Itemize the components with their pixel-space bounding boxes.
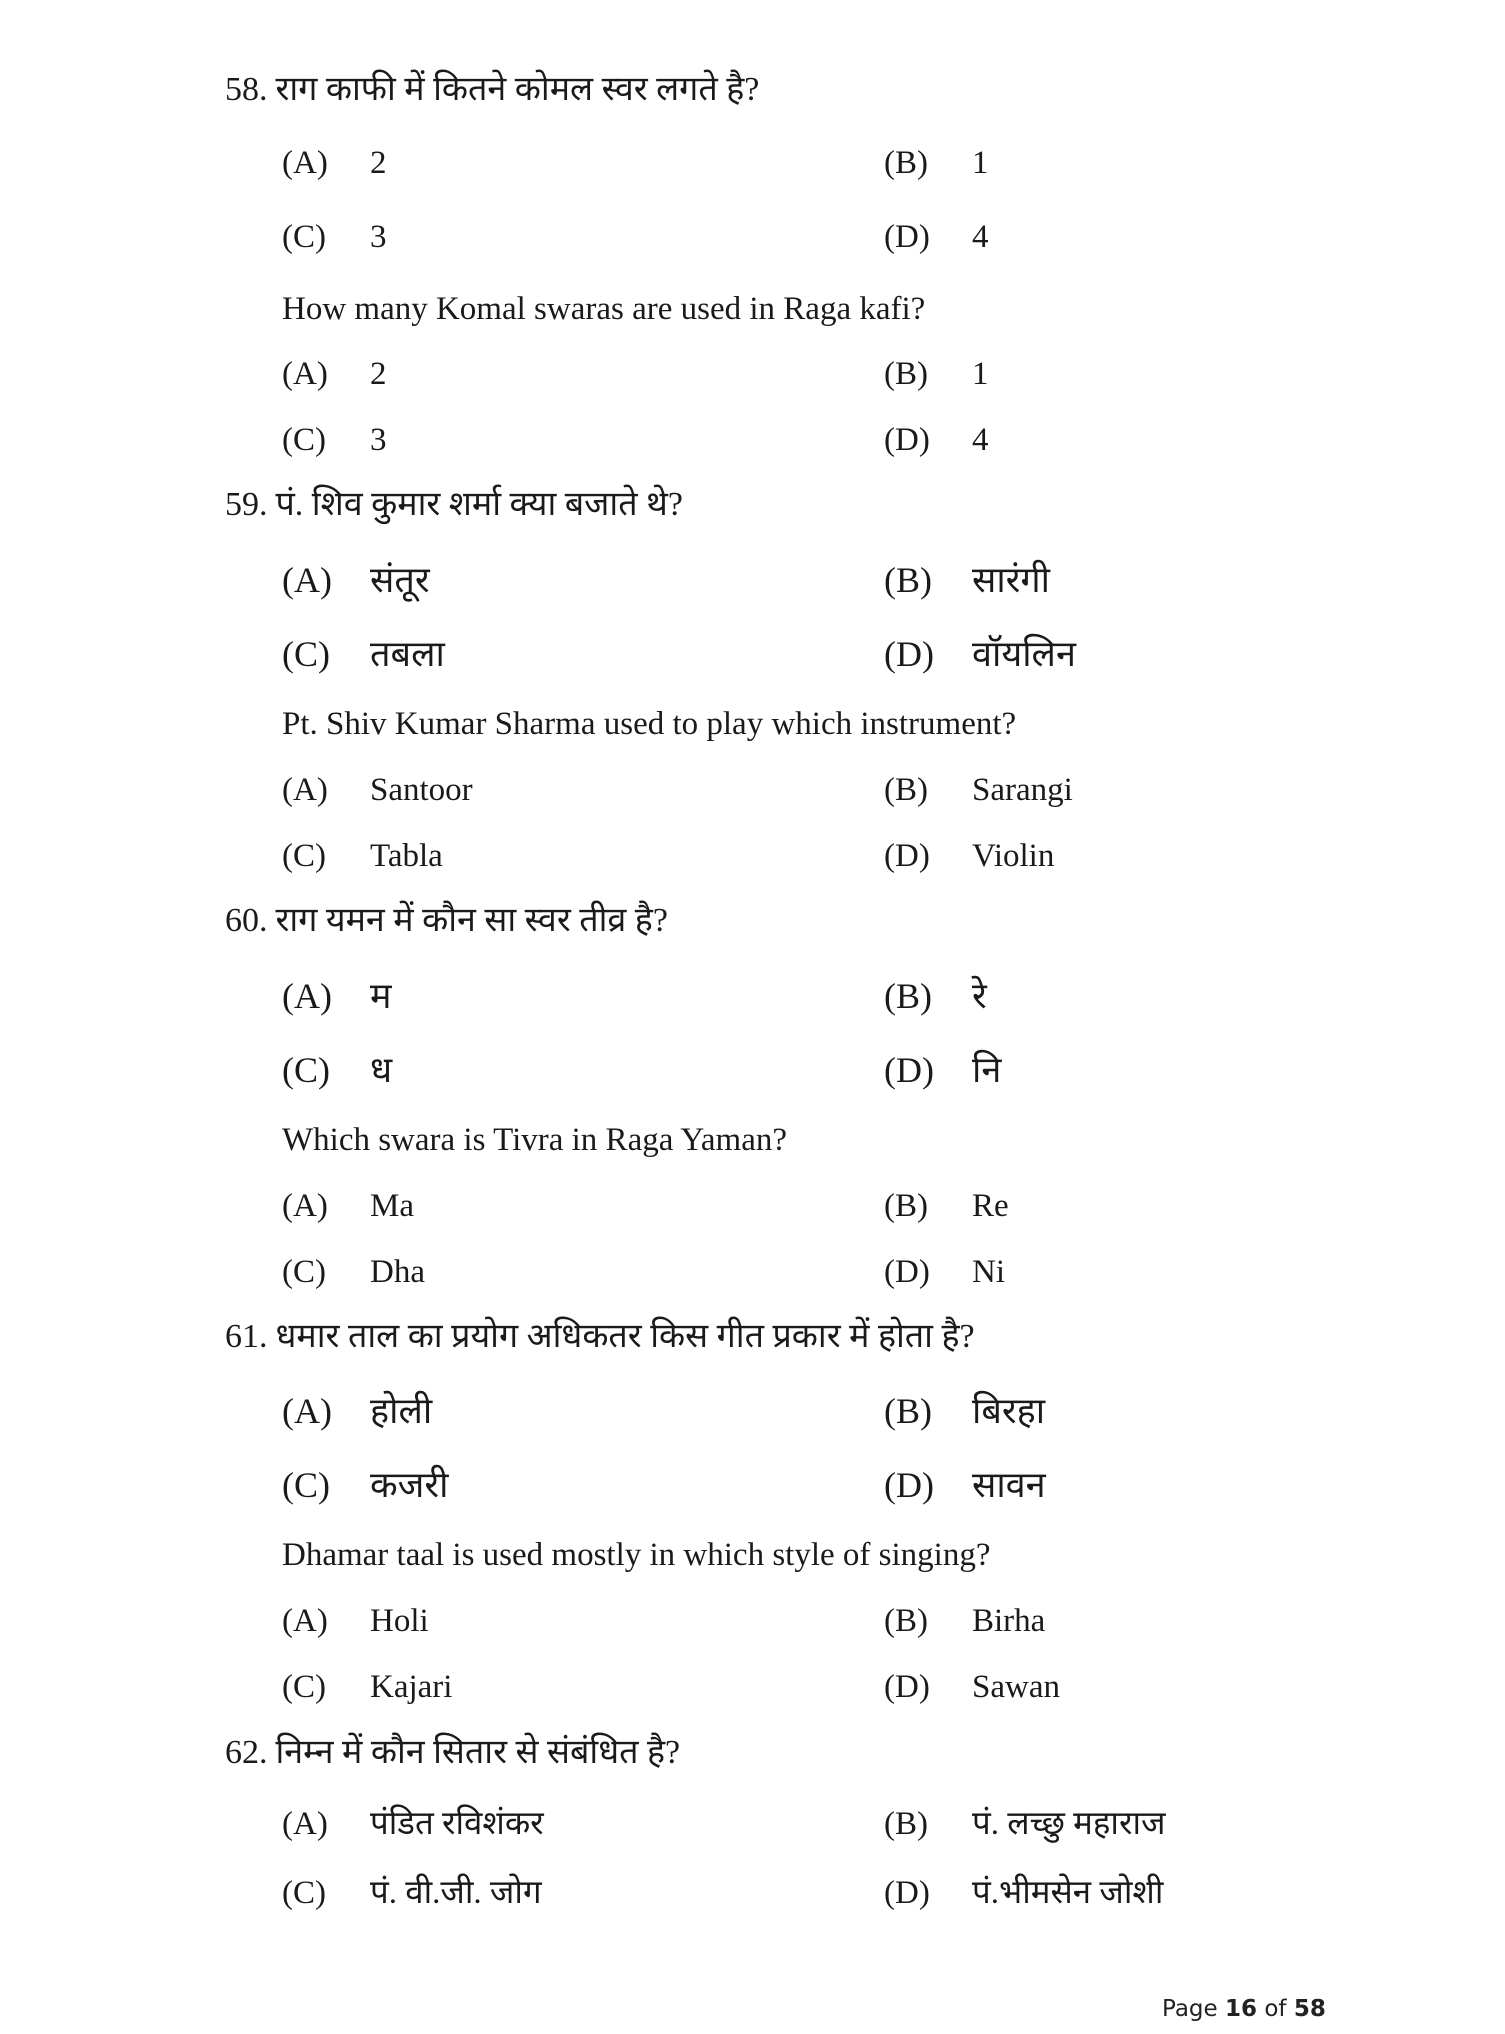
question-62-hindi [225,1733,680,1773]
question-number: 61. [225,1318,268,1355]
question-number: 58. [225,71,268,108]
current-page-number: 16 [1225,1996,1258,2022]
option-c: (C) पं. वी.जी. जोग [282,1875,542,1911]
question-text-hindi: राग काफी में कितने कोमल स्वर लगते है? [275,71,760,108]
question-58-english: How many Komal swaras are used in Raga kafi? [282,291,926,327]
option-c: (C) Dha [282,1254,425,1290]
question-60-hindi [225,901,668,941]
option-c: (C) 3 [282,219,387,255]
option-b: (B) 1 [884,356,989,392]
option-b: (B) बिरहा [884,1391,1046,1431]
option-c: (C) कजरी [282,1465,449,1505]
total-pages: 58 [1293,1996,1326,2022]
option-d: (D) Sawan [884,1669,1060,1705]
option-c: (C) 3 [282,422,387,458]
option-b: (B) 1 [884,145,989,181]
option-c: (C) ध [282,1050,393,1090]
option-b: (B) सारंगी [884,560,1050,600]
option-c: (C) तबला [282,634,445,674]
option-a: (A) 2 [282,356,387,392]
of-word: of [1264,1996,1287,2022]
option-d: (D) पं.भीमसेन जोशी [884,1875,1164,1911]
question-59-hindi [225,485,683,525]
option-a: (A) संतूर [282,560,430,600]
question-61-hindi [225,1317,975,1357]
option-c: (C) Tabla [282,838,443,874]
page-word: Page [1162,1996,1218,2022]
option-d: (D) वॉयलिन [884,634,1076,674]
option-d: (D) सावन [884,1465,1046,1505]
page-number-footer [1162,1995,1326,2023]
question-59-english: Pt. Shiv Kumar Sharma used to play which instrument? [282,706,1017,742]
option-b: (B) Birha [884,1603,1046,1639]
question-number: 62. [225,1734,268,1771]
option-a: (A) Holi [282,1603,429,1639]
question-number: 59. [225,486,268,523]
option-b: (B) Re [884,1188,1009,1224]
question-58-hindi [225,70,759,110]
question-61-english: Dhamar taal is used mostly in which style of singing? [282,1537,991,1573]
option-b: (B) रे [884,976,987,1016]
option-a: (A) म [282,976,392,1016]
option-b: (B) Sarangi [884,772,1073,808]
option-c: (C) Kajari [282,1669,453,1705]
option-a: (A) Ma [282,1188,414,1224]
option-d: (D) Violin [884,838,1055,874]
question-60-english: Which swara is Tivra in Raga Yaman? [282,1122,788,1158]
option-a: (A) Santoor [282,772,473,808]
option-b: (B) पं. लच्छु महाराज [884,1806,1166,1842]
option-a: (A) होली [282,1391,433,1431]
option-d: (D) Ni [884,1254,1005,1290]
question-text-hindi: धमार ताल का प्रयोग अधिकतर किस गीत प्रकार में होता है? [275,1318,975,1355]
question-text-hindi: राग यमन में कौन सा स्वर तीव्र है? [275,902,668,939]
question-number: 60. [225,902,268,939]
option-d: (D) 4 [884,219,989,255]
option-a: (A) पंडित रविशंकर [282,1806,544,1842]
option-a: (A) 2 [282,145,387,181]
option-d: (D) 4 [884,422,989,458]
question-text-hindi: पं. शिव कुमार शर्मा क्या बजाते थे? [275,486,683,523]
question-text-hindi: निम्न में कौन सितार से संबंधित है? [275,1734,681,1771]
option-d: (D) नि [884,1050,1002,1090]
